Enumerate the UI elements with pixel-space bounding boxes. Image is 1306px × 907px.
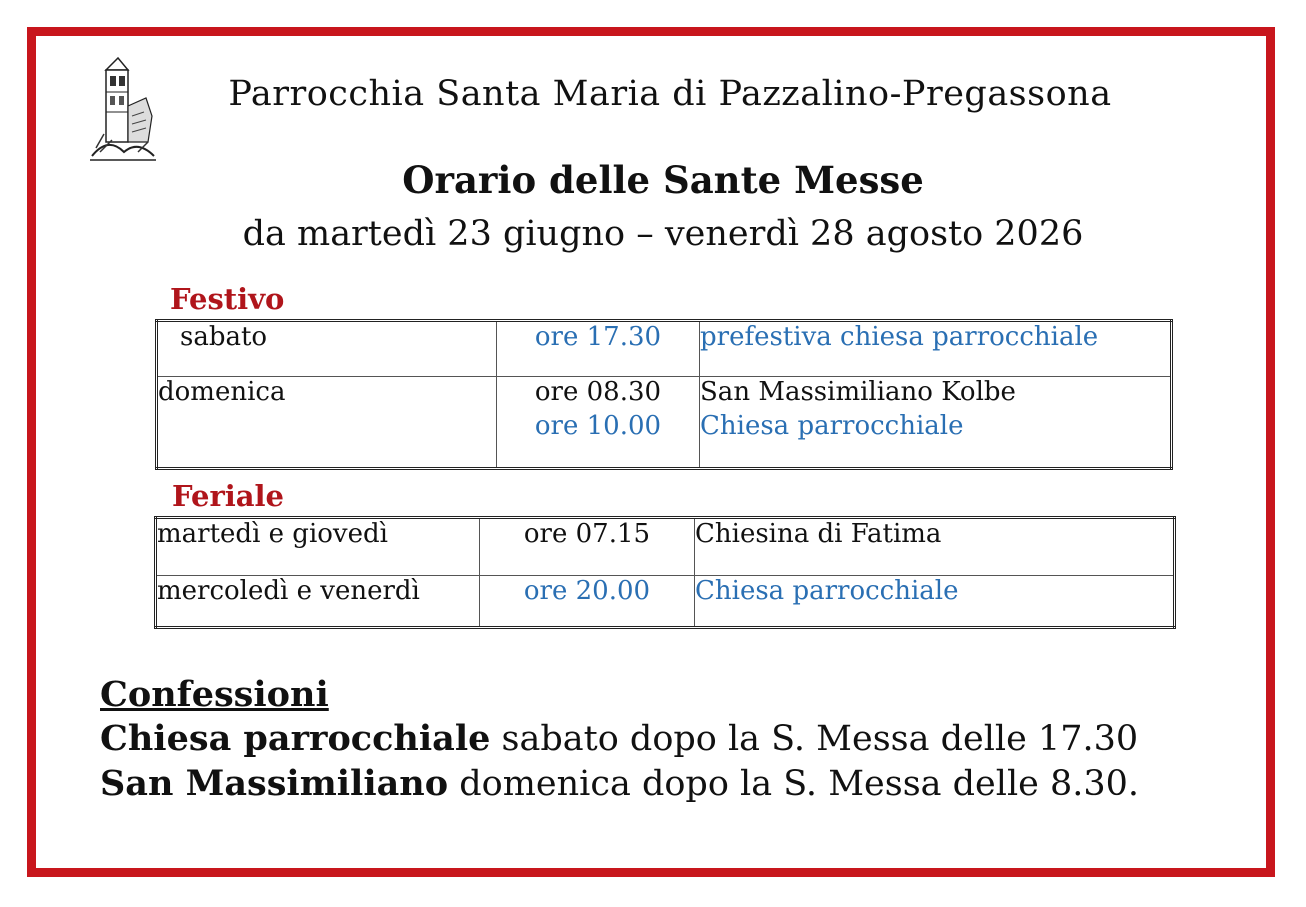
- table-row: [157, 321, 1172, 377]
- time-line: ore 08.30: [534, 377, 662, 407]
- time-cell: ore 17.30: [497, 321, 700, 377]
- place-line: Chiesa parrocchiale: [700, 411, 964, 441]
- confessioni-line: [100, 763, 1139, 804]
- date-period: da martedì 23 giugno – venerdì 28 agosto 2026: [242, 214, 1084, 254]
- confessioni-line: [100, 718, 1138, 759]
- time-cell: ore 20.00: [480, 576, 695, 628]
- table-row: [156, 576, 1175, 628]
- day-cell: martedì e giovedì: [156, 518, 480, 576]
- feriale-label: Feriale: [172, 479, 285, 513]
- confessioni-title: Confessioni: [100, 674, 329, 715]
- festivo-table: [155, 319, 1173, 470]
- confessioni-place: Chiesa parrocchiale: [100, 718, 491, 759]
- parish-name: Parrocchia Santa Maria di Pazzalino-Pregassona: [228, 74, 1112, 114]
- place-cell: prefestiva chiesa parrocchiale: [700, 321, 1172, 377]
- table-row: [156, 518, 1175, 576]
- place-line: San Massimiliano Kolbe: [700, 377, 1016, 407]
- confessioni-place: San Massimiliano: [100, 763, 449, 804]
- place-cell: Chiesina di Fatima: [695, 518, 1175, 576]
- day-cell: sabato: [157, 321, 497, 377]
- day-cell: domenica: [157, 377, 497, 469]
- confessioni-time: domenica dopo la S. Messa delle 8.30.: [448, 764, 1140, 804]
- table-row: [157, 377, 1172, 469]
- church-tower-drawing-icon: [88, 56, 158, 164]
- confessioni-time: sabato dopo la S. Messa delle 17.30: [490, 719, 1139, 759]
- time-line: ore 10.00: [534, 411, 662, 441]
- place-cell: Chiesa parrocchiale: [695, 576, 1175, 628]
- page-title: Orario delle Sante Messe: [402, 158, 924, 202]
- time-cell: ore 07.15: [480, 518, 695, 576]
- time-cell: [497, 377, 700, 469]
- feriale-table: [154, 516, 1176, 629]
- place-cell: [700, 377, 1172, 469]
- day-cell: mercoledì e venerdì: [156, 576, 480, 628]
- festivo-label: Festivo: [170, 282, 285, 316]
